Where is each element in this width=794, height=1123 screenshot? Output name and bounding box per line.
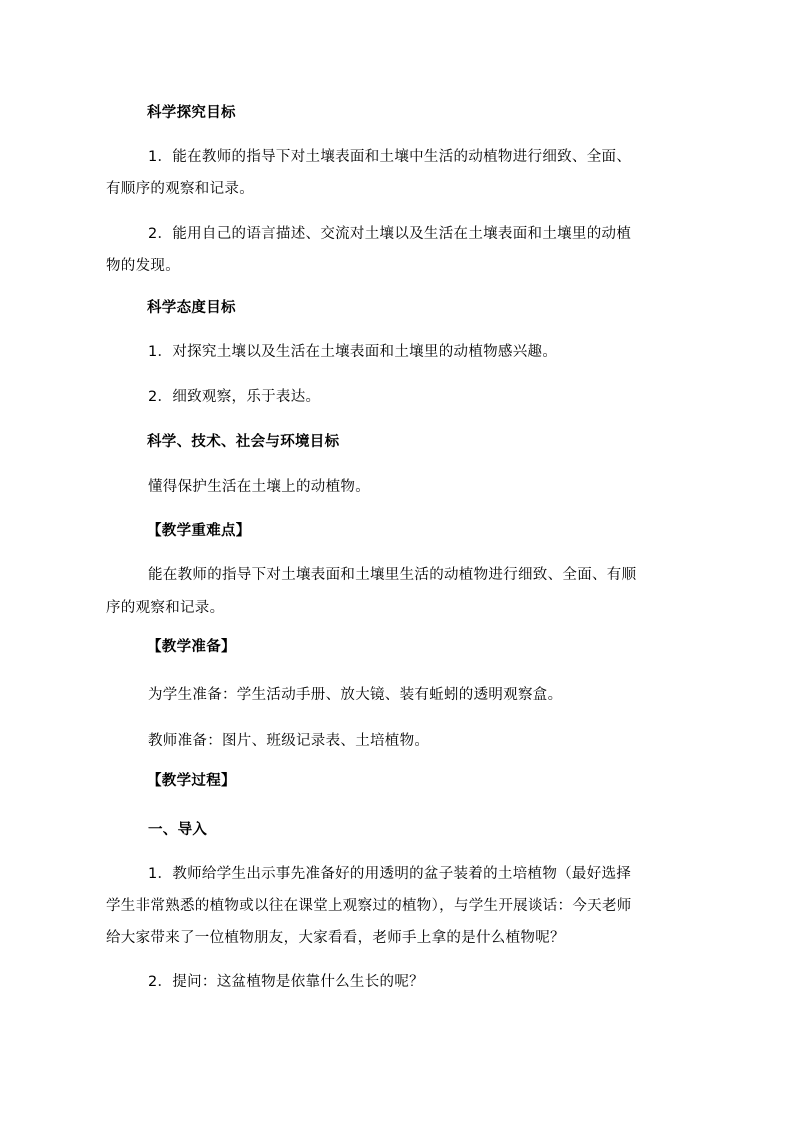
sts-goals-heading: 科学、技术、社会与环境目标	[147, 434, 340, 450]
key-points-line-1: 能在教师的指导下对土壤表面和土壤里生活的动植物进行细致、全面、有顺	[148, 567, 637, 583]
intro-item-1-line-1: 1．教师给学生出示事先准备好的用透明的盆子装着的土培植物（最好选择	[148, 866, 632, 882]
inquiry-goal-1-line-2: 有顺序的观察和记录。	[106, 181, 254, 197]
sts-goal-text: 懂得保护生活在土壤上的动植物。	[148, 479, 370, 495]
inquiry-goals-heading: 科学探究目标	[147, 105, 236, 121]
intro-item-1-line-2: 学生非常熟悉的植物或以往在课堂上观察过的植物），与学生开展谈话：今天老师	[106, 898, 632, 914]
intro-item-1-line-3: 给大家带来了一位植物朋友，大家看看，老师手上拿的是什么植物呢？	[106, 930, 565, 946]
key-points-line-2: 序的观察和记录。	[106, 600, 225, 616]
preparation-heading: 【教学准备】	[147, 639, 236, 655]
key-points-heading: 【教学重难点】	[147, 523, 251, 539]
attitude-goal-2: 2．细致观察，乐于表达。	[148, 389, 321, 405]
intro-item-2: 2．提问：这盆植物是依靠什么生长的呢？	[148, 974, 424, 990]
preparation-for-teacher: 教师准备：图片、班级记录表、土培植物。	[148, 733, 430, 749]
inquiry-goal-2-line-2: 物的发现。	[106, 258, 180, 274]
attitude-goals-heading: 科学态度目标	[147, 300, 236, 316]
intro-heading: 一、导入	[148, 822, 208, 838]
inquiry-goal-2-line-1: 2．能用自己的语言描述、交流对土壤以及生活在土壤表面和土壤里的动植	[148, 226, 632, 242]
attitude-goal-1: 1．对探究土壤以及生活在土壤表面和土壤里的动植物感兴趣。	[148, 344, 558, 360]
teaching-process-heading: 【教学过程】	[147, 773, 236, 789]
inquiry-goal-1-line-1: 1．能在教师的指导下对土壤表面和土壤中生活的动植物进行细致、全面、	[148, 149, 632, 165]
preparation-for-students: 为学生准备：学生活动手册、放大镜、装有蚯蚓的透明观察盒。	[148, 687, 563, 703]
